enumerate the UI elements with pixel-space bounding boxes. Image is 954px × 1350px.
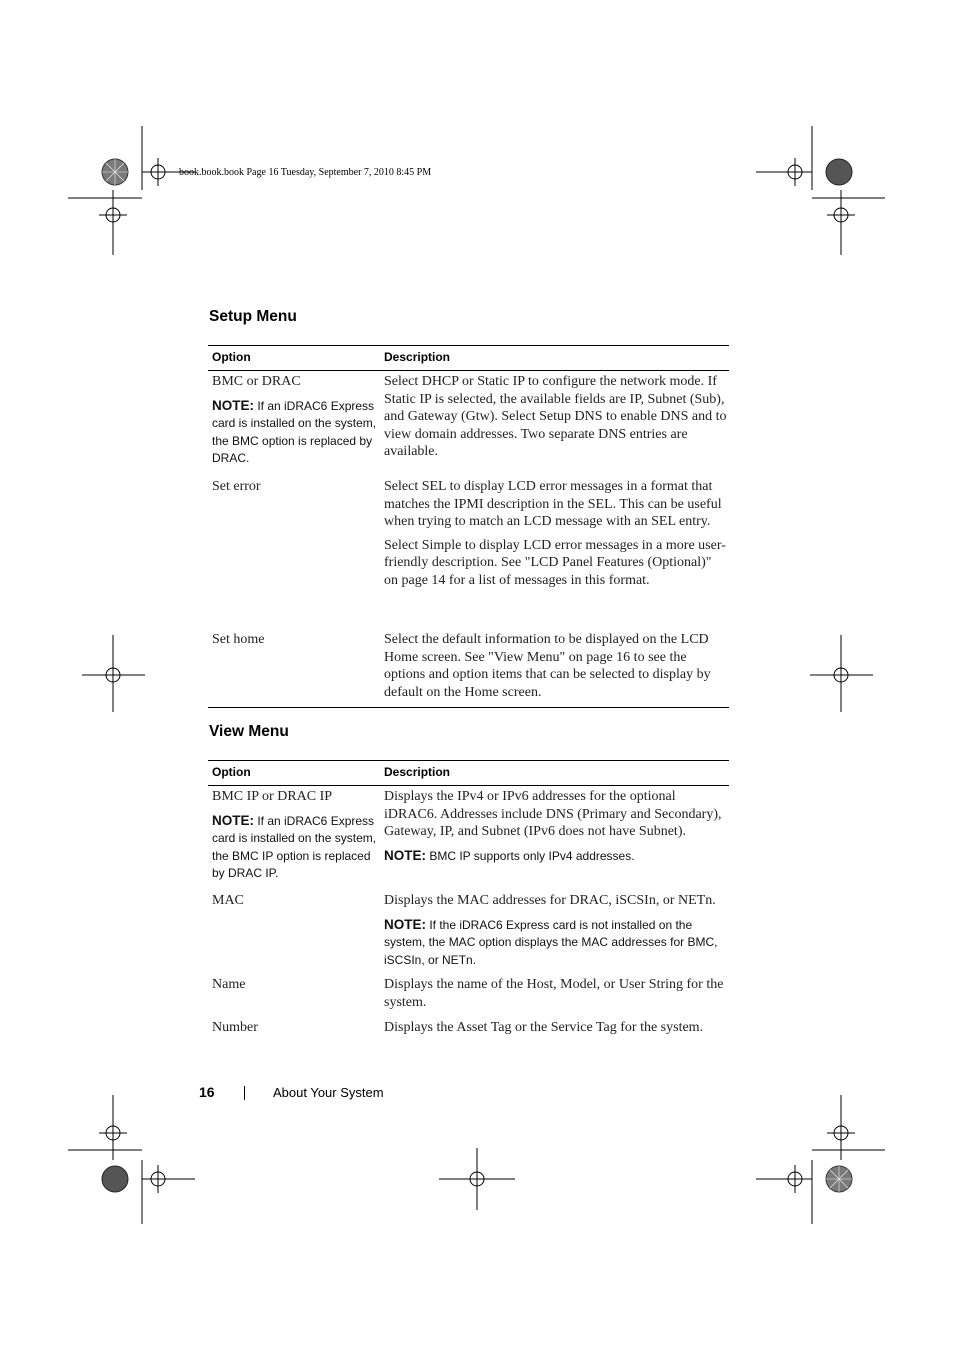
note-text: If an iDRAC6 Express card is installed on the system, the BMC option is replaced by DRAC. [212,398,377,466]
footer-section-title: About Your System [273,1085,384,1100]
option-description: Select Simple to display LCD error messages in a more user-friendly description. See "LCD Panel Features (Optional)" on page 14 for a list of messages in this format. [384,537,726,588]
page-number: 16 [199,1084,215,1100]
note-label: NOTE: [384,847,426,863]
option-description: Select DHCP or Static IP to configure the network mode. If Static IP is selected, the available fields are IP, Subnet (Sub), and Gateway (Gtw). Select Setup DNS to enable DNS and to view domain addresses. Two separate DNS entries are available. [384,374,727,460]
option-description: Select the default information to be displayed on the LCD Home screen. See "View Menu" on page 16 to see the options and option items that can be selected to display by default on the Home screen. [384,632,711,700]
print-header-stamp: book.book.book Page 16 Tuesday, September 7, 2010 8:45 PM [179,167,432,178]
column-header-description: Description [384,765,451,779]
table-header [208,760,729,786]
setup-menu-table [208,345,729,709]
description-note [384,916,729,970]
table-row [208,1019,729,1043]
table-row [208,976,729,1019]
option-note [212,812,380,883]
note-label: NOTE: [212,397,254,413]
option-name: MAC [212,893,244,908]
view-menu-table [208,760,729,1043]
column-header-option: Option [212,350,251,364]
note-label: NOTE: [212,812,254,828]
option-name: Name [212,977,246,992]
table-row [208,371,729,475]
option-name: Set error [212,479,261,494]
option-name: BMC or DRAC [212,374,301,389]
column-header-description: Description [384,350,451,364]
description-note [384,847,729,866]
option-description: Select SEL to display LCD error messages in a format that matches the IPMI description in the SEL. This can be useful when trying to match an LCD message with an SEL entry. [384,479,722,530]
table-row [208,890,729,976]
note-text: If the iDRAC6 Express card is not installed on the system, the MAC option displays the MAC addresses for BMC, iSCSIn, or NETn. [384,917,718,967]
footer-divider [244,1086,245,1100]
note-text: If an iDRAC6 Express card is installed on the system, the BMC IP option is replaced by DRAC IP. [212,813,377,881]
table-header [208,345,729,371]
option-description: Displays the Asset Tag or the Service Tag for the system. [384,1020,704,1035]
option-name: Set home [212,632,265,647]
table-row [208,631,729,709]
note-text: BMC IP supports only IPv4 addresses. [426,848,635,863]
option-name: BMC IP or DRAC IP [212,789,333,804]
setup-menu-heading: Setup Menu [209,308,297,325]
column-header-option: Option [212,765,251,779]
option-name: Number [212,1020,258,1035]
table-bottom-rule [208,707,729,708]
option-note [212,397,380,468]
note-label: NOTE: [384,916,426,932]
option-description: Displays the IPv4 or IPv6 addresses for the optional iDRAC6. Addresses include DNS (Primary and Secondary), Gateway, IP, and Subnet (IPv6 does not have Subnet). [384,789,722,840]
option-description: Displays the MAC addresses for DRAC, iSCSIn, or NETn. [384,893,716,908]
table-row [208,786,729,890]
view-menu-heading: View Menu [209,723,289,740]
table-row [208,475,729,631]
option-description: Displays the name of the Host, Model, or User String for the system. [384,977,724,1010]
